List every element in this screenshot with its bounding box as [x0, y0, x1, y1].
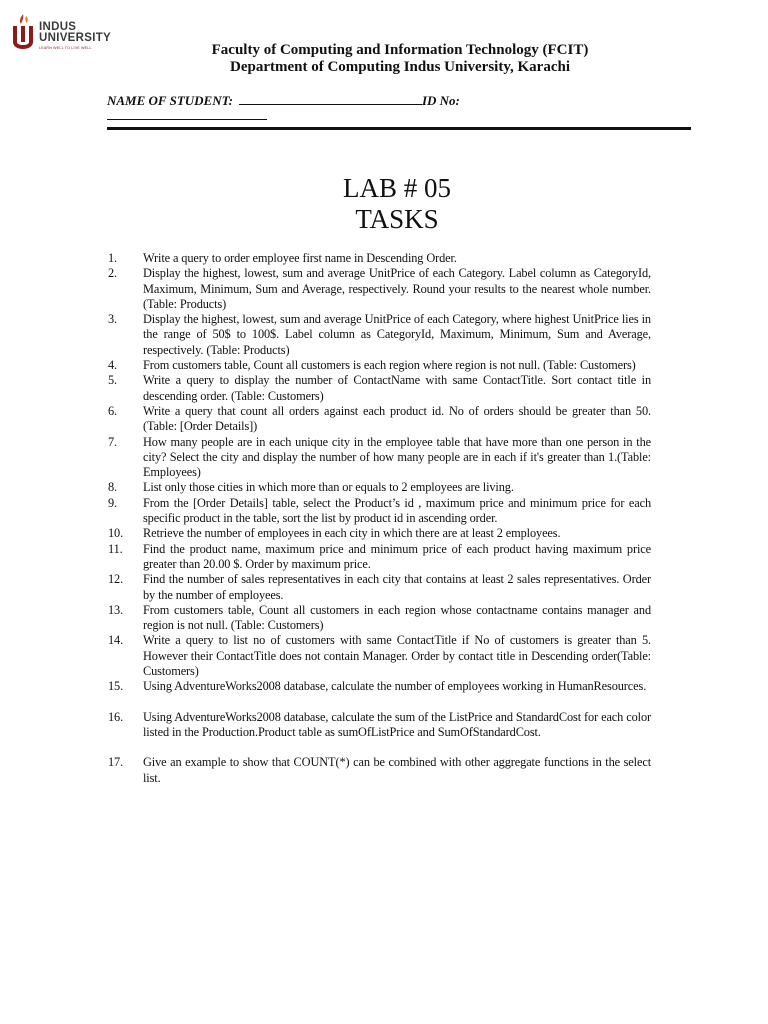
task-item — [108, 633, 651, 679]
department-heading: Department of Computing Indus University, Karachi — [229, 59, 570, 75]
task-number: 4. — [108, 358, 118, 373]
task-item — [108, 603, 651, 634]
task-item — [108, 404, 651, 435]
task-number: 5. — [108, 373, 118, 388]
task-text: Using AdventureWorks2008 database, calculate the sum of the ListPrice and StandardCost for each color listed in the Production.Product table as sumOfListPrice and SumOfStandardCost. — [143, 709, 651, 739]
task-item — [108, 572, 651, 603]
task-item — [108, 710, 651, 741]
task-list — [108, 251, 651, 786]
task-text: From customers table, Count all customers in each region whose contactname contains manager and region is not null. (Table: Customers) — [143, 602, 651, 633]
lab-title: LAB # 05 — [343, 173, 451, 203]
task-number: 13. — [108, 602, 124, 617]
task-item — [108, 373, 651, 404]
task-text: Write a query to order employee first name in Descending Order. — [143, 251, 457, 265]
task-number: 10. — [108, 526, 124, 541]
faculty-heading: Faculty of Computing and Information Technology (FCIT) — [211, 42, 589, 58]
logo-name-line1: INDUS — [39, 21, 77, 33]
task-item — [108, 435, 651, 481]
task-item — [108, 358, 651, 373]
task-text: How many people are in each unique city in the employee table that have more than one person in the city? Select the city and display the number of how many people are in each if it's greater than 1.(Table: Employees) — [143, 434, 651, 480]
task-text: Find the product name, maximum price and minimum price of each product having maximum price greater than 20.00 $. Order by maximum price. — [143, 541, 651, 571]
task-number: 17. — [108, 755, 124, 770]
task-item — [108, 679, 651, 694]
task-text: Using AdventureWorks2008 database, calculate the number of employees working in HumanResources. — [143, 679, 647, 694]
student-id-label: ID No: — [421, 93, 460, 108]
task-number: 12. — [108, 572, 124, 587]
tasks-title: TASKS — [355, 204, 439, 234]
task-item — [108, 480, 651, 495]
student-info-line — [107, 93, 460, 108]
logo-name — [39, 22, 111, 44]
task-number: 1. — [108, 251, 118, 265]
task-number: 14. — [108, 633, 124, 648]
task-item — [108, 312, 651, 358]
task-number: 6. — [108, 403, 118, 418]
task-text: Write a query that count all orders against each product id. No of orders should be greater than 50. (Table: [Order Details]) — [143, 403, 651, 434]
task-text: From the [Order Details] table, select the Product’s id , maximum price and minimum price for each specific product in the table, sort the list by product id in ascending order. — [143, 495, 651, 526]
task-text: Give an example to show that COUNT(*) can be combined with other aggregate functions in the select list. — [143, 755, 651, 785]
logo-name-line2: UNIVERSITY — [39, 32, 112, 44]
task-item — [108, 526, 651, 541]
header-divider — [107, 127, 691, 130]
task-number: 9. — [108, 495, 118, 510]
task-number: 7. — [108, 434, 118, 449]
task-item — [108, 542, 651, 573]
task-item — [108, 496, 651, 527]
student-name-label: NAME OF STUDENT: — [107, 93, 233, 108]
task-text: Write a query to display the number of ContactName with same ContactTitle. Sort contact title in descending order. (Table: Customers) — [143, 373, 651, 403]
task-text: Retrieve the number of employees in each city in which there are at least 2 employees. — [143, 526, 561, 541]
task-item — [108, 755, 651, 786]
task-text: Find the number of sales representatives in each city that contains at least 2 sales representatives. Order by the number of employees. — [143, 572, 651, 602]
task-number: 3. — [108, 312, 118, 327]
task-item — [108, 266, 651, 312]
task-text: List only those cities in which more than or equals to 2 employees are living. — [143, 480, 514, 495]
task-text: Display the highest, lowest, sum and average UnitPrice of each Category, where highest UnitPrice lies in the range of 50$ to 100$. Label column as CategoryId, Maximum, Minimum, Sum and Average, respectively. (Table: Products) — [143, 312, 651, 357]
task-item — [108, 251, 651, 266]
task-number: 8. — [108, 480, 118, 495]
task-number: 15. — [108, 679, 124, 694]
student-name-blank[interactable] — [239, 93, 422, 105]
task-number: 11. — [108, 541, 123, 556]
task-number: 2. — [108, 266, 118, 281]
task-number: 16. — [108, 709, 124, 724]
logo-tagline: LEARN WELL TO LIVE WELL — [39, 46, 92, 50]
task-text: Display the highest, lowest, sum and average UnitPrice of each Category. Label column as CategoryId, Maximum, Minimum, Sum and Average, respectively. Round your results to the nearest whole number. (Table: Products) — [143, 266, 651, 311]
student-id-blank[interactable] — [107, 107, 267, 120]
task-text: From customers table, Count all customers is each region where region is not null. (Table: Customers) — [143, 358, 636, 373]
task-text: Write a query to list no of customers with same ContactTitle if No of customers is greater than 5. However their ContactTitle does not contain Manager. Order by contact title in Descending order(Table: Customers) — [143, 633, 651, 679]
